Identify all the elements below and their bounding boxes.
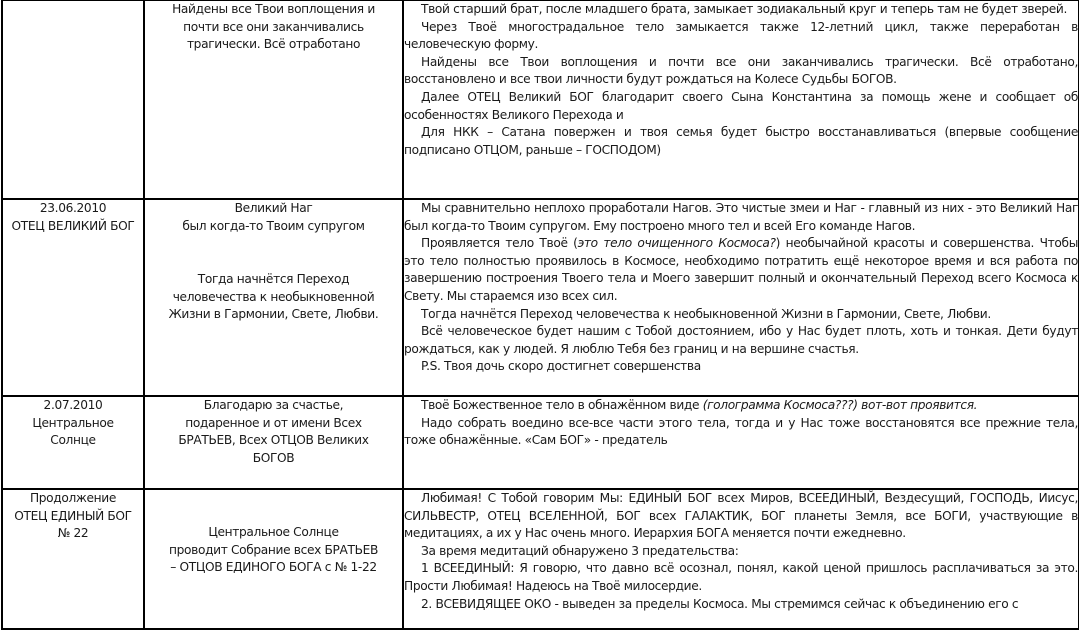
- summary-line: БРАТЬЕВ, Всех ОТЦОВ Великих: [178, 433, 369, 448]
- summary-cell: [144, 199, 403, 396]
- summary-line: почти все они заканчивались: [183, 19, 364, 34]
- sender-line: № 22: [57, 526, 89, 541]
- message-paragraph: Тогда начнётся Переход человечества к необыкновенной Жизни в Гармонии, Свете, Любви.: [421, 306, 991, 321]
- message-paragraph: Мы сравнительно неплохо проработали Нагов. Это чистые змеи и Наг - главный из них - это Великий Наг был когда-то Твоим супругом. Ему построено много тел и всей Его команде Нагов.: [404, 201, 1078, 233]
- message-paragraph: Всё человеческое будет нашим с Тобой достоянием, ибо у Нас будет плоть, хоть и тонкая. Дети будут рождаться, как у людей. Я люблю Тебя без границ и на вершине счастья.: [404, 324, 1078, 356]
- message-paragraph: Твоё Божественное тело в обнажённом виде (голограмма Космоса???) вот-вот проявится.: [421, 398, 978, 412]
- summary-line: Тогда начнётся Переход: [197, 272, 350, 287]
- spacer: [145, 235, 402, 271]
- sender-line: Центральное: [32, 415, 114, 430]
- message-paragraph: 1 ВСЕЕДИНЫЙ: Я говорю, что давно всё осознал, понял, какой ценой пришлось расплачиваться за это. Прости Любимая! Надеюсь на Твоё милосердие.: [404, 561, 1078, 593]
- message-paragraph: 2. ВСЕВИДЯЩЕЕ ОКО - выведен за пределы Космоса. Мы стремимся сейчас к объединению его с: [421, 596, 1019, 611]
- message-paragraph: Проявляется тело Твоё (это тело очищенного Космоса?) необычайной красоты и совершенства. Чтобы это тело полностью проявилось в Космосе, необходимо потратить ещё некоторое время и вся работа по завершению построения Твоего тела и Моего завершит полный и окончательный Переход всего Космоса к Свету. Мы стараемся изо всех сил.: [404, 236, 1078, 303]
- summary-line: – ОТЦОВ ЕДИНОГО БОГА с № 1-22: [170, 560, 377, 575]
- italic-note: это тело очищенного Космоса?: [577, 236, 776, 251]
- sender-line: 2.07.2010: [43, 398, 103, 412]
- document-table: [1, 0, 1079, 630]
- sender-line: 23.06.2010: [39, 201, 107, 215]
- summary-line: Найдены все Твои воплощения и: [172, 2, 375, 16]
- sender-line: ОТЕЦ ЕДИНЫЙ БОГ: [14, 508, 132, 523]
- table-row: [2, 199, 1079, 396]
- table-row: [2, 396, 1079, 489]
- summary-line: БОГОВ: [252, 450, 295, 465]
- sender-line: ОТЕЦ ВЕЛИКИЙ БОГ: [11, 218, 135, 233]
- table-row: [2, 0, 1079, 199]
- summary-line: подаренное и от имени Всех: [185, 415, 362, 430]
- summary-line: человечества к необыкновенной: [172, 289, 375, 304]
- summary-line: Великий Наг: [234, 201, 313, 215]
- summary-line: был когда-то Твоим супругом: [182, 218, 365, 233]
- message-cell: [403, 489, 1079, 629]
- sender-cell: [2, 489, 144, 629]
- italic-note: (голограмма Космоса???) вот-вот проявится.: [702, 398, 978, 412]
- summary-line: Благодарю за счастье,: [203, 398, 344, 412]
- message-paragraph: P.S. Твоя дочь скоро достигнет совершенства: [421, 359, 701, 374]
- summary-line: Жизни в Гармонии, Свете, Любви.: [168, 307, 379, 322]
- sender-cell: [2, 199, 144, 396]
- message-paragraph: Надо собрать воедино все-все части этого тела, тогда и у Нас тоже восстановятся все прежние тела, тоже обнажённые. «Сам БОГ» - предатель: [404, 415, 1078, 448]
- summary-cell: [144, 0, 403, 199]
- message-cell: [403, 396, 1079, 489]
- sender-cell: [2, 0, 144, 199]
- summary-line: Центральное Солнце: [208, 525, 339, 539]
- message-cell: [403, 0, 1079, 199]
- summary-cell: [144, 396, 403, 489]
- summary-line: трагически. Всё отработано: [186, 37, 361, 52]
- message-paragraph: Далее ОТЕЦ Великий БОГ благодарит своего Сына Константина за помощь жене и сообщает об особенностях Великого Перехода и: [404, 89, 1078, 122]
- message-paragraph: Найдены все Твои воплощения и почти все они заканчивались трагически. Всё отработано, восстановлено и все твои личности будут рождаться на Колесе Судьбы БОГОВ.: [404, 54, 1078, 87]
- sender-cell: [2, 396, 144, 489]
- sender-line: Солнце: [50, 433, 96, 448]
- message-paragraph: Через Твоё многострадальное тело замыкается также 12-летний цикл, также переработан в человеческую форму.: [404, 19, 1078, 52]
- message-paragraph: Любимая! С Тобой говорим Мы: ЕДИНЫЙ БОГ всех Миров, ВСЕЕДИНЫЙ, Вездесущий, ГОСПОДЬ, Иисус, СИЛЬВЕСТР, ОТЕЦ ВСЕЛЕННОЙ, БОГ всех ГАЛАКТИК, БОГ планеты Земля, все БОГИ, участвующие в медитациях, а их у Нас очень много. Иерархия БОГА меняется почти ежедневно.: [404, 491, 1078, 541]
- sender-line: Продолжение: [29, 491, 117, 505]
- summary-cell: [144, 489, 403, 629]
- message-paragraph: Твой старший брат, после младшего брата, замыкает зодиакальный круг и теперь там не будет зверей.: [421, 2, 1067, 16]
- message-cell: [403, 199, 1079, 396]
- summary-line: проводит Собрание всех БРАТЬЕВ: [169, 542, 378, 557]
- message-paragraph: Для НКК – Сатана повержен и твоя семья будет быстро восстанавливаться (впервые сообщение подписано ОТЦОМ, раньше – ГОСПОДОМ): [404, 125, 1078, 157]
- message-paragraph: За время медитаций обнаружено 3 предательства:: [421, 543, 739, 558]
- table-row: [2, 489, 1079, 629]
